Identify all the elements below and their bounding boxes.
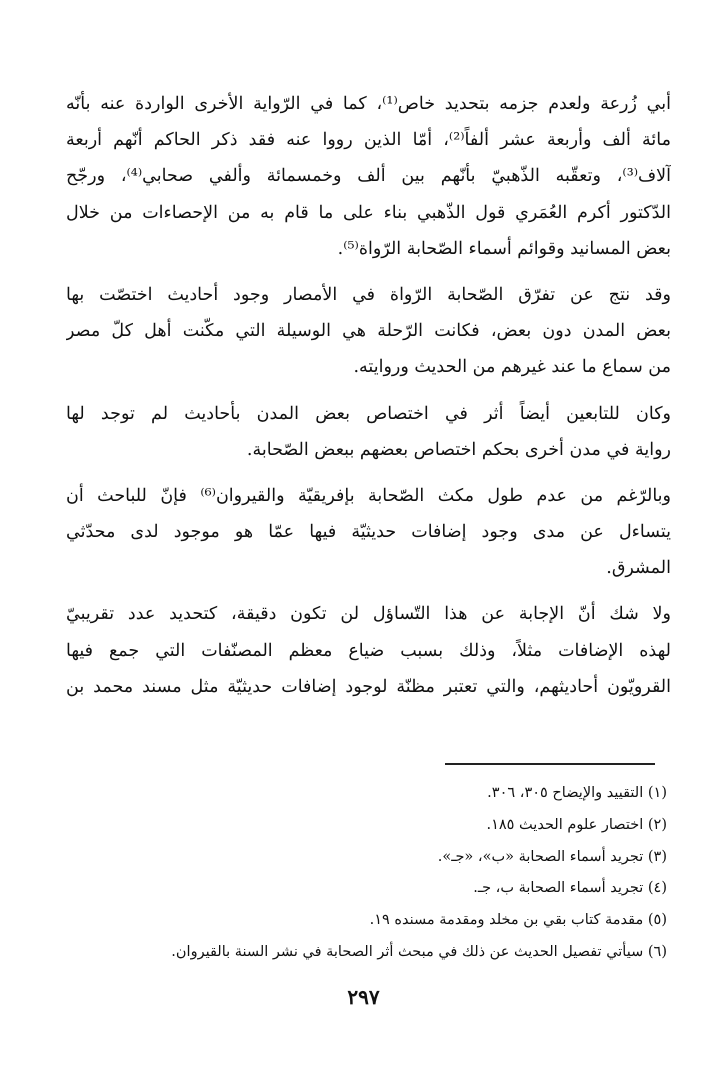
footnote: (٤) تجريد أسماء الصحابة ب، جـ. — [473, 880, 667, 897]
text-line: بعض المسانيد وقوائم أسماء الصّحابة الرّواة⁽⁵⁾. — [337, 238, 671, 259]
text-line: من سماع ما عند غيرهم من الحديث وروايته. — [353, 357, 671, 378]
paragraph — [66, 596, 671, 705]
footnote-separator — [445, 763, 655, 765]
footnotes — [60, 778, 667, 969]
text-line: بعض المدن دون بعض، فكانت الرّحلة هي الوسيلة التي مكّنت أهل كلّ مصر — [66, 321, 671, 342]
text-line: يتساءل عن مدى وجود إضافات حديثيّة فيها عمّا هو موجود لدى محدّثي — [66, 522, 671, 543]
text-line: وبالرّغم من عدم طول مكث الصّحابة بإفريقيّة والقيروان⁽⁶⁾ فإنّ للباحث أن — [66, 485, 671, 506]
text-line: وكان للتابعين أيضاً أثر في اختصاص بعض المدن بأحاديث لم توجد لها — [66, 403, 671, 424]
body-text — [66, 86, 671, 705]
footnote: (٢) اختصار علوم الحديث ١٨٥. — [486, 816, 667, 833]
text-line: ولا شك أنّ الإجابة عن هذا التّساؤل لن تكون دقيقة، كتحديد عدد تقريبيّ — [66, 604, 671, 625]
page-number: ٢٩٧ — [347, 985, 380, 1009]
text-line: رواية في مدن أخرى بحكم اختصاص بعضهم ببعض الصّحابة. — [246, 439, 671, 460]
footnote: (١) التقييد والإيضاح ٣٠٥، ٣٠٦. — [487, 785, 667, 801]
text-line: القرويّون أحاديثهم، والتي تعتبر مظنّة لوجود إضافات حديثيّة مثل مسند محمد بن — [66, 676, 671, 697]
text-line: أبي زُرعة ولعدم جزمه بتحديد خاص⁽¹⁾، كما في الرّواية الأخرى الواردة عنه بأنّه — [66, 94, 671, 114]
paragraph — [66, 478, 671, 587]
paragraph — [66, 396, 671, 468]
footnote: (٦) سيأتي تفصيل الحديث عن ذلك في مبحث أثر الصحابة في نشر السنة بالقيروان. — [171, 943, 667, 960]
paragraph — [66, 277, 671, 386]
text-line: وقد نتج عن تفرّق الصّحابة الرّواة في الأمصار وجود أحاديث اختصّت بها — [66, 284, 671, 305]
text-line: مائة ألف وأربعة عشر ألفاً⁽²⁾، أمّا الذين رووا عنه فقد ذكر الحاكم أنّهم أربعة — [66, 130, 671, 151]
footnote: (٥) مقدمة كتاب بقي بن مخلد ومقدمة مسنده ١٩. — [369, 912, 667, 929]
text-line: لهذه الإضافات مثلاً، وذلك بسبب ضياع معظم المصنّفات التي جمع فيها — [66, 640, 671, 661]
text-line: الدّكتور أكرم العُمَري قول الذّهبي بناء على ما قام به من الإحصاءات من خلال — [66, 202, 671, 223]
footnote: (٣) تجريد أسماء الصحابة «ب»، «جـ». — [437, 848, 667, 865]
paragraph — [66, 86, 671, 267]
text-line: المشرق. — [606, 558, 671, 579]
text-line: آلاف⁽³⁾، وتعقّبه الذّهبيّ بأنّهم بين ألف وخمسمائة وألفي صحابي⁽⁴⁾، ورجّح — [66, 166, 671, 187]
